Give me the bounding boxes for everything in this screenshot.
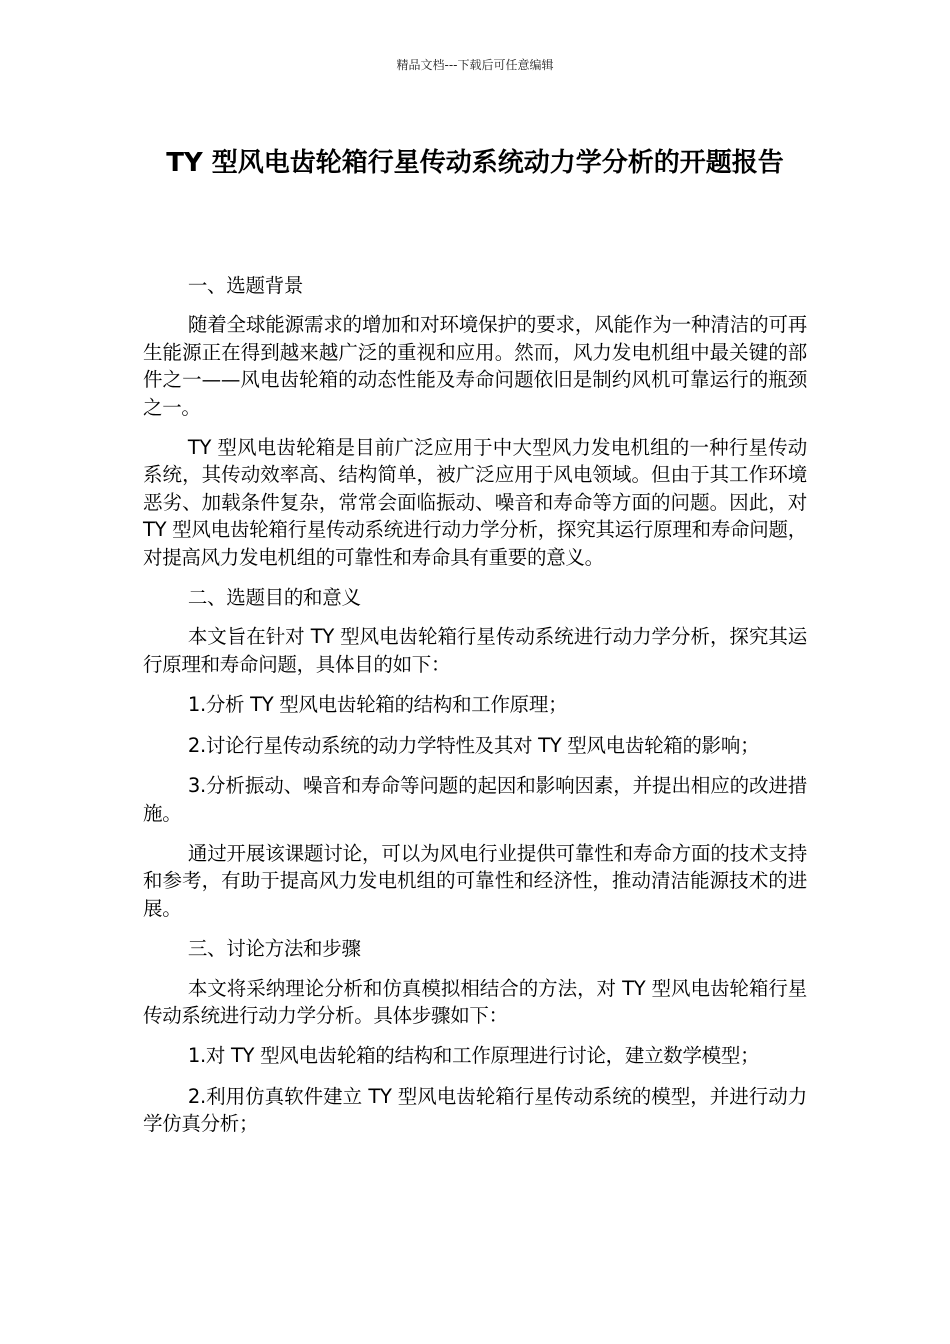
list-item: 1.分析 TY 型风电齿轮箱的结构和工作原理； <box>187 693 568 717</box>
header-note: 精品文档---下载后可任意编辑 <box>396 58 554 72</box>
section-heading-background: 一、选题背景 <box>187 274 304 297</box>
section-heading-purpose: 二、选题目的和意义 <box>187 586 361 610</box>
paragraph: 通过开展该课题讨论，可以为风电行业提供可靠性和寿命方面的技术支持和参考，有助于提高风力发电机组的可靠性和经济性，推动清洁能源技术的进展。 <box>143 841 807 920</box>
section-heading-methods: 三、讨论方法和步骤 <box>187 937 361 961</box>
document-title: TY 型风电齿轮箱行星传动系统动力学分析的开题报告 <box>166 148 784 178</box>
paragraph: TY 型风电齿轮箱是目前广泛应用于中大型风力发电机组的一种行星传动系统，其传动效率高、结构简单，被广泛应用于风电领域。但由于其工作环境恶劣、加载条件复杂，常常会面临振动、噪音和寿命等方面的问题。因此，对 TY 型风电齿轮箱行星传动系统进行动力学分析，探究其运行原理和寿命问题，对提高风力发电机组的可靠性和寿命具有重要的意义。 <box>143 436 807 569</box>
list-item: 2.讨论行星传动系统的动力学特性及其对 TY 型风电齿轮箱的影响； <box>187 733 760 757</box>
list-item: 3.分析振动、噪音和寿命等问题的起因和影响因素，并提出相应的改进措施。 <box>143 774 807 825</box>
paragraph: 本文将采纳理论分析和仿真模拟相结合的方法，对 TY 型风电齿轮箱行星传动系统进行动力学分析。具体步骤如下： <box>143 976 807 1027</box>
paragraph: 本文旨在针对 TY 型风电齿轮箱行星传动系统进行动力学分析，探究其运行原理和寿命问题，具体目的如下： <box>143 625 807 676</box>
list-item: 2.利用仿真软件建立 TY 型风电齿轮箱行星传动系统的模型，并进行动力学仿真分析； <box>143 1084 807 1136</box>
paragraph: 随着全球能源需求的增加和对环境保护的要求，风能作为一种清洁的可再生能源正在得到越来越广泛的重视和应用。然而，风力发电机组中最关键的部件之一——风电齿轮箱的动态性能及寿命问题依旧是制约风机可靠运行的瓶颈之一。 <box>143 313 807 419</box>
list-item: 1.对 TY 型风电齿轮箱的结构和工作原理进行讨论，建立数学模型； <box>187 1044 760 1068</box>
document-body <box>143 272 807 1151</box>
